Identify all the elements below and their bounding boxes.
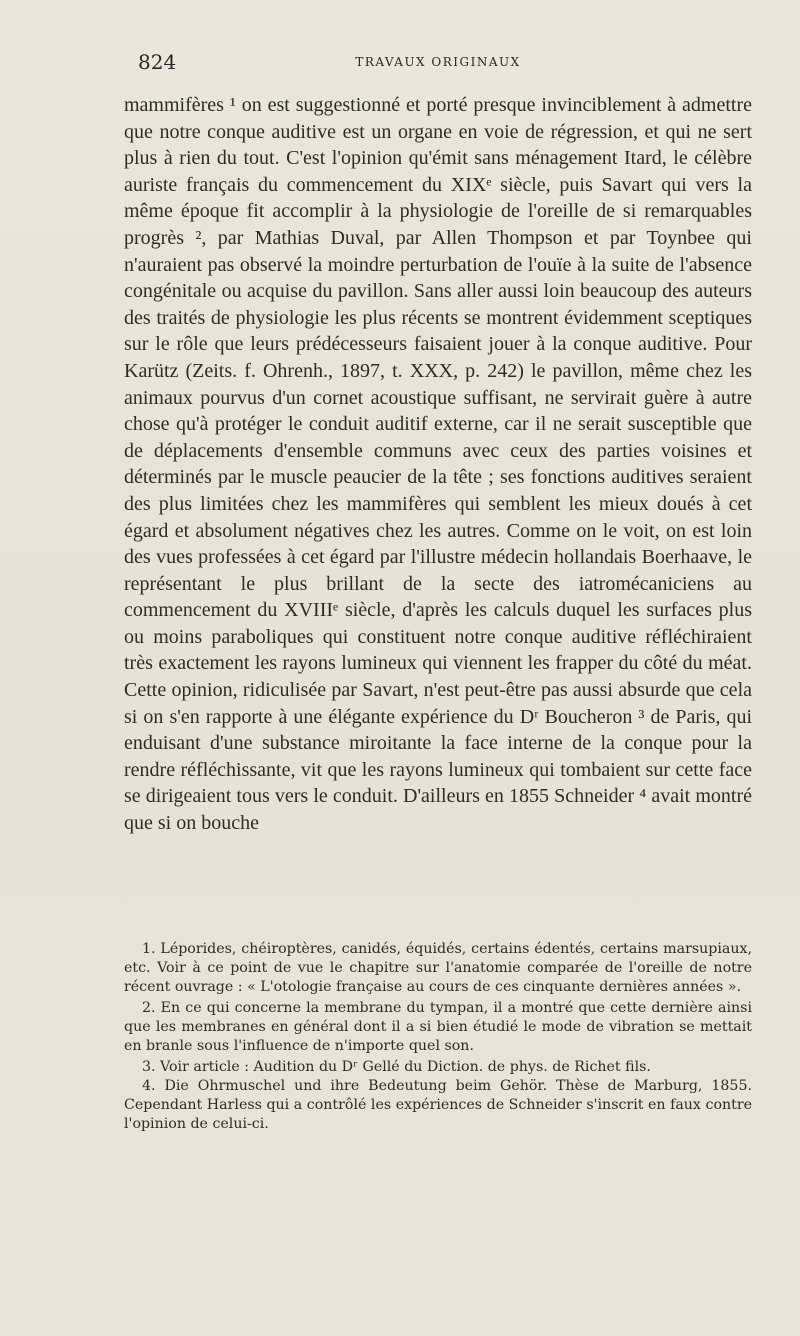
body-paragraph: mammifères ¹ on est suggestionné et porté presque invinciblement à admettre que notre conque auditive est un organe en voie de régression, et qui ne sert plus à rien du tout. C'est l'opinion qu'émit sans ménagement Itard, le célèbre auriste français du commencement du XIXᵉ siècle, puis Savart qui vers la même époque fit accomplir à la physiologie de l'oreille de si remarquables progrès ², par Mathias Duval, par Allen Thompson et par Toynbee qui n'auraient pas observé la moindre perturbation de l'ouïe à la suite de l'absence congénitale ou acquise du pavillon. Sans aller aussi loin beaucoup des auteurs des traités de physiologie les plus récents se montrent évidemment sceptiques sur le rôle que leurs prédécesseurs faisaient jouer à la conque auditive. Pour Karütz (Zeits. f. Ohrenh., 1897, t. XXX, p. 242) le pavillon, même chez les animaux pourvus d'un cornet acoustique suffisant, ne servirait guère à autre chose qu'à protéger le conduit auditif externe, car il ne serait susceptible que de déplacements d'ensemble communs avec ceux des parties voisines et déterminés par le muscle peaucier de la tête ; ses fonctions auditives seraient des plus limitées chez les mammifères qui semblent les mieux doués à cet égard et absolument négatives chez les autres. Comme on le voit, on est loin des vues professées à cet égard par l'illustre médecin hollandais Boerhaave, le représentant le plus brillant de la secte des iatromécaniciens au commencement du XVIIIᵉ siècle, d'après les calculs duquel les surfaces plus ou moins paraboliques qui constituent notre conque auditive réfléchiraient très exactement les rayons lumineux qui viennent les frapper du côté du méat. Cette opinion, ridiculisée par Savart, n'est peut-être pas aussi absurde que cela si on s'en rapporte à une élégante expérience du Dʳ Boucheron ³ de Paris, qui enduisant d'une substance miroitante la face interne de la conque pour la rendre réfléchissante, vit que les rayons lumineux qui tombaient sur cette face se dirigeaient tous vers le conduit. D'ailleurs en 1855 Schneider ⁴ avait montré que si on bouche bbox=[124, 94, 752, 835]
page-number: 824 bbox=[138, 50, 177, 74]
page-header bbox=[124, 44, 752, 74]
footnotes bbox=[124, 940, 752, 1136]
footnote-1: 1. Léporides, chéiroptères, canidés, équidés, certains édentés, certains marsupiaux, etc. Voir à ce point de vue le chapitre sur l'anatomie comparée de l'oreille de notre récent ouvrage : « L'otologie française au cours de ces cinquante dernières années ». bbox=[124, 941, 752, 995]
main-text bbox=[124, 92, 752, 837]
running-title: TRAVAUX ORIGINAUX bbox=[355, 55, 521, 69]
footnote-3: 3. Voir article : Audition du Dʳ Gellé du Diction. de phys. de Richet fils. bbox=[142, 1059, 651, 1075]
footnote-2: 2. En ce qui concerne la membrane du tympan, il a montré que cette dernière ainsi que les membranes en général dont il a si bien étudié le mode de vibration se mettait en branle sous l'influence de n'importe quel son. bbox=[124, 1000, 752, 1054]
footnote-4: 4. Die Ohrmuschel und ihre Bedeutung beim Gehör. Thèse de Marburg, 1855. Cependant Harless qui a contrôlé les expériences de Schneider s'inscrit en faux contre l'opinion de celui-ci. bbox=[124, 1078, 752, 1132]
